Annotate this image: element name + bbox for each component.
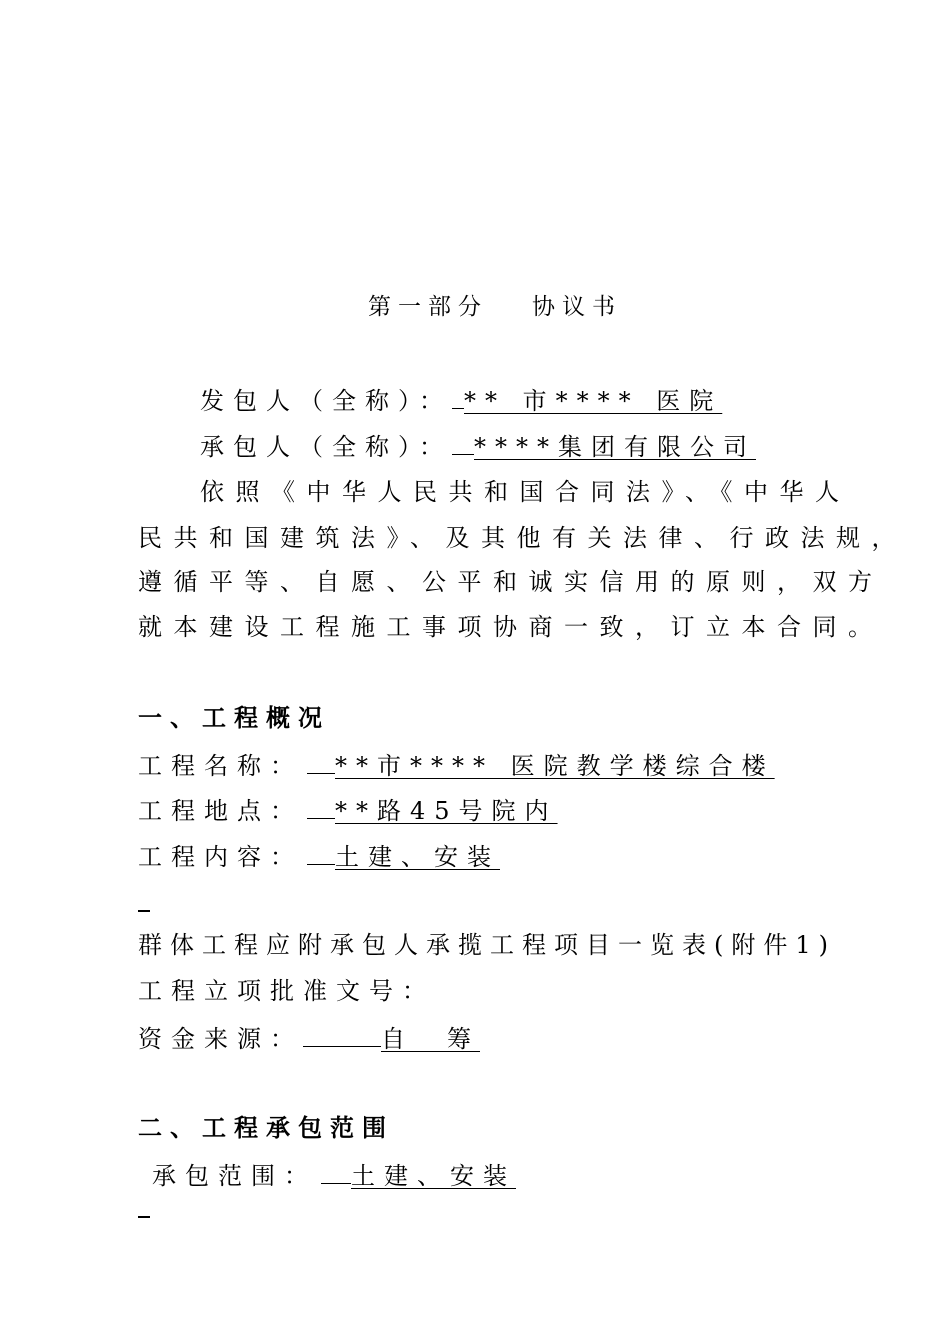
group-note-line: 群体工程应附承包人承揽工程项目一览表(附件1)	[138, 931, 836, 959]
contractor-label: 承包人（全称）：	[200, 433, 452, 461]
preamble-line-2: 民共和国建筑法》、及其他有关法律、行政法规，	[138, 524, 907, 552]
funding-value: 自 筹	[381, 1025, 480, 1053]
preamble-line-1: 依照《中华人民共和国合同法》、《中华人	[200, 478, 851, 506]
preamble-line-4: 就本建设工程施工事项协商一致，订立本合同。	[138, 613, 884, 641]
location-value: **路45号院内	[335, 797, 558, 825]
employer-value: ** 市**** 医院	[464, 387, 723, 415]
section1-heading: 一、工程概况	[138, 704, 330, 732]
title-name: 协议书	[532, 294, 622, 320]
funding-line	[138, 1022, 480, 1054]
scope-line	[152, 1159, 516, 1191]
funding-label: 资金来源：	[138, 1025, 303, 1053]
contractor-value: ****集团有限公司	[474, 433, 756, 461]
blank-line-marker-2	[138, 1216, 150, 1218]
employer-label: 发包人（全称）：	[200, 387, 452, 415]
employer-line	[200, 384, 722, 416]
project-name-label: 工程名称：	[138, 752, 303, 780]
content-label: 工程内容：	[138, 843, 303, 871]
approval-line: 工程立项批准文号：	[138, 977, 435, 1005]
content-line	[138, 840, 500, 872]
document-title	[368, 292, 622, 322]
preamble-line-3: 遵循平等、自愿、公平和诚实信用的原则，双方	[138, 568, 884, 596]
scope-label: 承包范围：	[152, 1162, 317, 1190]
blank-line-marker	[138, 910, 150, 912]
project-name-line	[138, 749, 775, 781]
contractor-line	[200, 430, 756, 462]
location-label: 工程地点：	[138, 797, 303, 825]
title-part: 第一部分	[368, 294, 488, 320]
location-line	[138, 794, 558, 826]
project-name-value: **市**** 医院教学楼综合楼	[335, 752, 775, 780]
section2-heading: 二、工程承包范围	[138, 1114, 394, 1142]
content-value: 土建、安装	[335, 843, 500, 871]
scope-value: 土建、安装	[351, 1162, 516, 1190]
